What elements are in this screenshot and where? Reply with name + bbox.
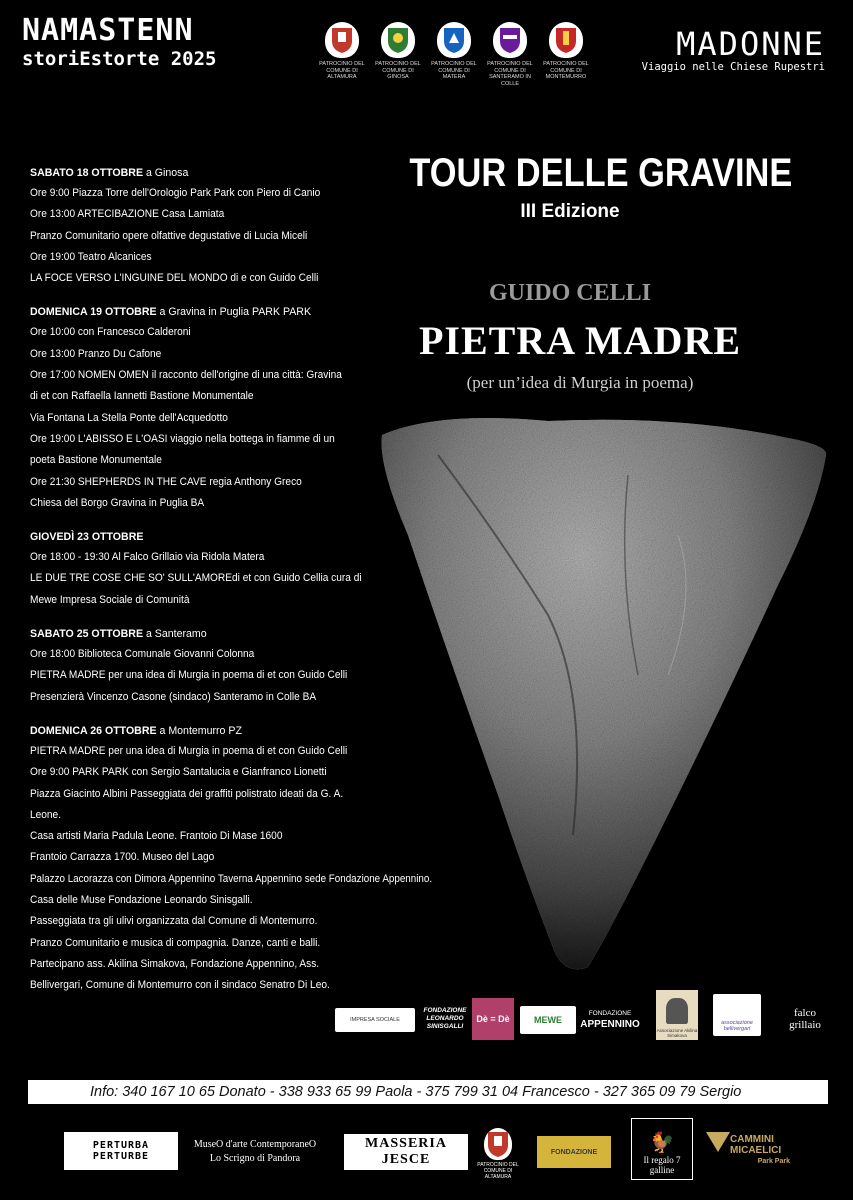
schedule-line: Casa delle Muse Fondazione Leonardo Sinisgalli. (30, 894, 253, 907)
day-date: DOMENICA 19 OTTOBRE (30, 306, 157, 319)
altamura-crest-icon (484, 1128, 512, 1160)
patron-ginosa (372, 22, 424, 87)
montemurro-crest-icon (549, 22, 583, 58)
patron-label: PATROCINIO DEL COMUNE DI ALTAMURA (319, 61, 365, 80)
patron-altamura (316, 22, 368, 87)
logo-cammini-micaelici (730, 1130, 790, 1170)
sponsor-label: associazione bellivergari (721, 1020, 753, 1032)
schedule-line: Ore 13:00 Pranzo Du Cafone (30, 347, 162, 360)
sponsor-label: grillaio (789, 1019, 821, 1031)
schedule-line: Ore 21:30 SHEPHERDS IN THE CAVE regia Anthony Greco (30, 475, 302, 488)
patronage-crests (316, 22, 592, 87)
patron-matera (428, 22, 480, 87)
schedule-line: Bellivergari, Comune di Montemurro con il sindaco Senatro Di Leo. (30, 979, 330, 992)
logo-regalo-galline (631, 1118, 693, 1180)
sponsor-fondazione-sinisgalli (417, 1004, 473, 1034)
work-title: PIETRA MADRE (418, 318, 742, 363)
logo-label: MuseO d'arte ContemporaneO (193, 1139, 317, 1150)
sponsor-impresa-sociale (335, 1008, 415, 1032)
day-date: DOMENICA 26 OTTOBRE (30, 724, 157, 737)
day-place: a Montemurro PZ (156, 724, 242, 737)
portrait-icon (666, 998, 688, 1024)
logo-label: PATROCINIO DEL COMUNE DI ALTAMURA (477, 1162, 519, 1180)
madonne-title: MADONNE (676, 25, 825, 63)
sponsor-mewe (520, 1006, 576, 1034)
schedule-line: PIETRA MADRE per una idea di Murgia in poema di et con Guido Celli (30, 669, 348, 682)
schedule-line: Leone. (30, 808, 62, 821)
footer-logos (0, 1118, 853, 1188)
schedule-line: Ore 10:00 con Francesco Calderoni (30, 326, 191, 339)
madonne-subtitle: Viaggio nelle Chiese Rupestri (641, 61, 825, 73)
author-name: GUIDO CELLI (488, 280, 652, 306)
logo-label: FONDAZIONE (550, 1148, 598, 1156)
logo-museo-scrigno (182, 1132, 328, 1172)
patron-montemurro (540, 22, 592, 87)
patron-label: PATROCINIO DEL COMUNE DI MONTEMURRO (543, 61, 589, 80)
logo-perturba (64, 1132, 178, 1170)
madonne-block (641, 25, 825, 74)
sponsor-label: FONDAZIONE LEONARDO SINISGALLI (423, 1007, 467, 1030)
sponsor-label: APPENNINO (580, 1019, 640, 1030)
brand-subtitle: storiEstorte 2025 (22, 48, 217, 70)
logo-label: MASSERIA JESCE (365, 1136, 447, 1167)
santeramo-crest-icon (493, 22, 527, 58)
work-subtitle: (per un’idea di Murgia in poema) (466, 373, 694, 392)
logo-fondazione (537, 1136, 611, 1168)
day-date: SABATO 25 OTTOBRE (30, 628, 144, 641)
info-contacts-bar (28, 1080, 828, 1104)
schedule-line: Pranzo Comunitario e musica di compagnia. Danze, canti e balli. (30, 936, 321, 949)
schedule-line: Frantoio Carrazza 1700. Museo del Lago (30, 851, 215, 864)
day-place: a Santeramo (143, 628, 207, 641)
schedule-line: Casa artisti Maria Padula Leone. Frantoio Di Mase 1600 (30, 830, 283, 843)
schedule-line: Chiesa del Borgo Gravina in Puglia BA (30, 496, 205, 509)
sponsor-label: IMPRESA SOCIALE (350, 1017, 400, 1023)
schedule-line: Ore 19:00 Teatro Alcanices (30, 250, 152, 263)
info-contacts: Info: 340 167 10 65 Donato - 338 933 65 99 Paola - 375 799 31 04 Francesco - 327 365 09 79 Sergio (90, 1084, 742, 1100)
matera-crest-icon (437, 22, 471, 58)
schedule-line: LA FOCE VERSO L'INGUINE DEL MONDO di e con Guido Celli (30, 272, 319, 285)
schedule-line: Ore 9:00 Piazza Torre dell'Orologio Park Park con Piero di Canio (30, 187, 321, 199)
logo-label: MICAELICI (730, 1144, 782, 1156)
sponsor-falco-grillaio (775, 1002, 835, 1036)
schedule-line: Piazza Giacinto Albini Passeggiata dei graffiti polistrato ideati da G. A. (30, 787, 344, 800)
sponsor-akilina-simakova (656, 990, 698, 1040)
schedule-line: Ore 13:00 ARTECIBAZIONE Casa Lamiata (30, 208, 225, 221)
schedule-line: Mewe Impresa Sociale di Comunità (30, 593, 190, 606)
logo-label: Park Park (757, 1157, 790, 1165)
schedule-line: PIETRA MADRE per una idea di Murgia in poema di et con Guido Celli (30, 744, 348, 757)
logo-label: PERTURBA PERTURBE (92, 1140, 150, 1162)
altamura-crest-icon (325, 22, 359, 58)
sponsor-bellivergari (713, 994, 761, 1036)
day-date: SABATO 18 OTTOBRE (30, 167, 144, 179)
triangle-icon (706, 1132, 730, 1152)
schedule-line: Via Fontana La Stella Ponte dell'Acquedotto (30, 411, 228, 424)
patron-santeramo (484, 22, 536, 87)
patron-label: PATROCINIO DEL COMUNE DI GINOSA (375, 61, 421, 80)
event-title: TOUR DELLE GRAVINE (409, 151, 793, 195)
sponsor-label: falco (794, 1007, 816, 1019)
schedule-line: Ore 19:00 L'ABISSO E L'OASI viaggio nella bottega in fiamme di un (30, 432, 335, 445)
ginosa-crest-icon (381, 22, 415, 58)
day-place: a Ginosa (143, 167, 189, 179)
brand-title: NAMASTENN (22, 13, 194, 48)
schedule-line: Ore 18:00 Biblioteca Comunale Giovanni Colonna (30, 648, 255, 661)
schedule-line: poeta Bastione Monumentale (30, 454, 162, 467)
schedule-line: Ore 9:00 PARK PARK con Sergio Santalucia e Gianfranco Lionetti (30, 766, 327, 779)
event-edition: III Edizione (520, 201, 620, 222)
logo-label: CAMMINI (730, 1133, 774, 1145)
stone-image (378, 415, 838, 975)
schedule-line: Pranzo Comunitario opere olfattive degustative di Lucia Miceli (30, 229, 308, 242)
sponsor-label: FONDAZIONE (588, 1010, 632, 1017)
sponsor-label: Dè = Dè (476, 1014, 510, 1024)
logo-masseria-jesce (344, 1134, 468, 1170)
day-heading (30, 163, 450, 183)
sponsor-strip (335, 990, 840, 1040)
schedule-line: Partecipano ass. Akilina Simakova, Fondazione Appennino, Ass. (30, 957, 320, 970)
day-date: GIOVEDÌ 23 OTTOBRE (30, 531, 144, 544)
logo-label: Lo Scrigno di Pandora (209, 1153, 301, 1164)
schedule-line: LE DUE TRE COSE CHE SO' SULL'AMOREdi et con Guido Cellia cura di (30, 572, 362, 585)
schedule-line: Ore 18:00 - 19:30 Al Falco Grillaio via Ridola Matera (30, 551, 265, 564)
schedule-line: Ore 17:00 NOMEN OMEN il racconto dell'origine di una città: Gravina (30, 369, 342, 382)
patron-label: PATROCINIO DEL COMUNE DI MATERA (431, 61, 477, 80)
sponsor-label: Associazione Akilina Simakova (656, 1028, 698, 1038)
schedule-line: Palazzo Lacorazza con Dimora Appennino Taverna Appennino sede Fondazione Appennino. (30, 872, 433, 885)
brand-block (22, 13, 217, 70)
patron-label: PATROCINIO DEL COMUNE DI SANTERAMO IN COLLE (487, 61, 533, 87)
logo-comune-altamura (474, 1122, 522, 1186)
sponsor-de-de (472, 998, 514, 1040)
sponsor-fondazione-appennino (579, 1002, 641, 1036)
schedule-line: di et con Raffaella Iannetti Bastione Monumentale (30, 390, 254, 403)
schedule-line: Passeggiata tra gli ulivi organizzata dal Comune di Montemurro. (30, 915, 318, 928)
hen-icon: 🐓 (649, 1132, 675, 1154)
schedule-line: Presenzierà Vincenzo Casone (sindaco) Santeramo in Colle BA (30, 690, 317, 703)
sponsor-label: MEWE (534, 1015, 562, 1025)
day-block (30, 163, 450, 289)
logo-label: Il regalo 7 galline (643, 1155, 681, 1175)
day-place: a Gravina in Puglia PARK PARK (156, 306, 312, 319)
